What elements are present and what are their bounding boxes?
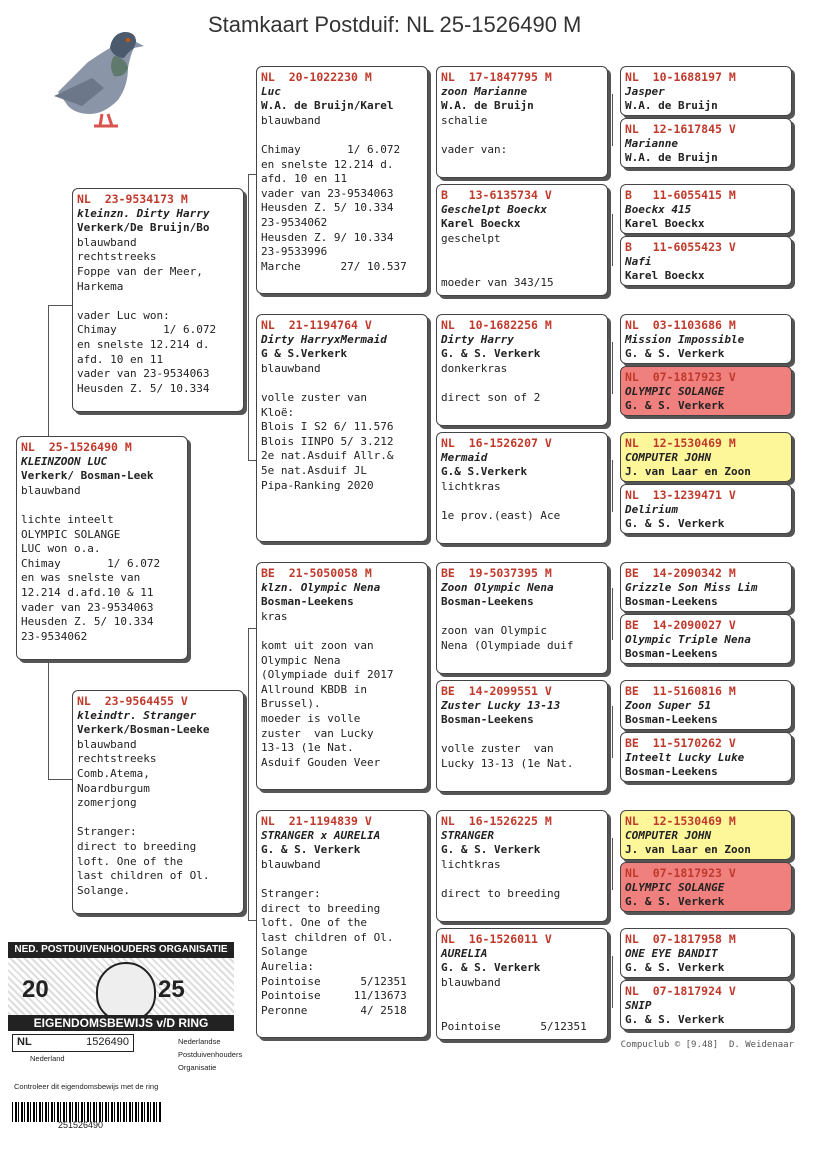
pigeon-card-mmm bbox=[436, 928, 608, 1040]
info-line: direct to breeding bbox=[261, 901, 381, 915]
info-line bbox=[441, 246, 603, 261]
info-line: Kloë: bbox=[261, 405, 295, 419]
pigeon-name: Mission Impossible bbox=[625, 332, 745, 346]
ring-number: NL 13-1239471 V bbox=[625, 488, 736, 502]
pigeon-name: Dirty Harry bbox=[441, 332, 514, 346]
info-line: 5e nat.Asduif JL bbox=[261, 463, 367, 477]
info-line: last children of Ol. bbox=[261, 930, 394, 944]
owner-name: Verkerk/De Bruijn/Bo bbox=[77, 221, 210, 235]
ring-number: NL 16-1526225 M bbox=[441, 814, 552, 828]
connector bbox=[248, 920, 256, 921]
ring-number: BE 14-2090027 V bbox=[625, 618, 736, 632]
info-line: direct son of 2 bbox=[441, 390, 541, 404]
card-ringnr: 1526490 bbox=[86, 1036, 129, 1048]
owner-name: G. & S. Verkerk bbox=[625, 347, 725, 361]
info-line: vader van 23-9534063 bbox=[21, 600, 154, 614]
owner-name: G. & S. Verkerk bbox=[625, 895, 725, 909]
ring-number: NL 12-1530469 M bbox=[625, 814, 736, 828]
pigeon-name: Grizzle Son Miss Lim bbox=[625, 580, 758, 594]
pigeon-card-g16 bbox=[620, 980, 792, 1030]
info-line: Chimay 1/ 6.072 bbox=[77, 323, 217, 337]
ring-number: NL 16-1526011 V bbox=[441, 932, 552, 946]
owner-name: J. van Laar en Zoon bbox=[625, 843, 751, 857]
ring-number: NL 07-1817923 V bbox=[625, 866, 736, 880]
info-line: loft. One of the bbox=[77, 854, 183, 868]
card-n: Nederlandse bbox=[178, 1037, 221, 1046]
info-line: en snelste 12.214 d. bbox=[261, 157, 394, 171]
ring-number: NL 12-1617845 V bbox=[625, 122, 736, 136]
info-line: zoon van Olympic bbox=[441, 624, 547, 638]
owner-name: G. & S. Verkerk bbox=[441, 347, 541, 361]
connector bbox=[48, 661, 49, 779]
connector bbox=[612, 214, 613, 266]
owner-name: G. & S. Verkerk bbox=[261, 843, 361, 857]
info-line: 13-13 (1e Nat. bbox=[261, 741, 354, 755]
pigeon-card-father bbox=[72, 188, 244, 412]
connector bbox=[429, 862, 430, 980]
owner-name: G.& S.Verkerk bbox=[441, 465, 528, 479]
owner-name: J. van Laar en Zoon bbox=[625, 465, 751, 479]
ring-number: NL 12-1530469 M bbox=[625, 436, 736, 450]
owner-name: Bosman-Leekens bbox=[625, 595, 718, 609]
pigeon-name: Luc bbox=[261, 84, 281, 98]
info-line: Pointoise 11/13673 bbox=[261, 989, 407, 1003]
ring-number: BE 21-5050058 M bbox=[261, 566, 372, 580]
pigeon-card-g4 bbox=[620, 236, 792, 286]
pigeon-name: Dirty HarryxMermaid bbox=[261, 332, 387, 346]
pigeon-name: COMPUTER JOHN bbox=[625, 828, 712, 842]
info-line: 23-9534062 bbox=[261, 215, 328, 229]
connector bbox=[612, 956, 613, 1008]
pigeon-card-fff bbox=[436, 66, 608, 178]
info-line bbox=[441, 872, 603, 887]
ring-number: NL 23-9564455 V bbox=[77, 694, 188, 708]
info-line: Solange. bbox=[77, 883, 130, 897]
info-line: zuster van Lucky bbox=[261, 726, 374, 740]
info-line: vader Luc won: bbox=[77, 308, 170, 322]
pigeon-card-g3 bbox=[620, 184, 792, 234]
info-line: Heusden Z. 9/ 10.334 bbox=[261, 230, 394, 244]
info-line: en snelste 12.214 d. bbox=[77, 337, 210, 351]
owner-name: Bosman-Leekens bbox=[441, 595, 534, 609]
info-line: 23-9533996 bbox=[261, 245, 328, 259]
page-title: Stamkaart Postduif: NL 25-1526490 M bbox=[208, 12, 582, 37]
info-line: (Olympiade duif 2017 bbox=[261, 668, 394, 682]
pigeon-name: COMPUTER JOHN bbox=[625, 450, 712, 464]
info-line: blauwband bbox=[21, 483, 81, 497]
pigeon-name: Zoon Olympic Nena bbox=[441, 580, 554, 594]
pigeon-card-mother bbox=[72, 690, 244, 914]
ring-number: NL 07-1817923 V bbox=[625, 370, 736, 384]
info-line: blauwband bbox=[441, 975, 501, 989]
owner-name: Karel Boeckx bbox=[625, 269, 705, 283]
owner-name: Karel Boeckx bbox=[625, 217, 705, 231]
ring-number: BE 14-2099551 V bbox=[441, 684, 552, 698]
connector bbox=[248, 628, 249, 920]
pigeon-name: OLYMPIC SOLANGE bbox=[625, 384, 725, 398]
info-line: blauwband bbox=[77, 235, 137, 249]
pigeon-name: STRANGER x AURELIA bbox=[261, 828, 381, 842]
pigeon-name: Jasper bbox=[625, 84, 665, 98]
info-line: lichtkras bbox=[441, 479, 501, 493]
pigeon-card-fmf bbox=[436, 314, 608, 426]
owner-name: Bosman-Leekens bbox=[441, 713, 534, 727]
owner-name: Verkerk/ Bosman-Leek bbox=[21, 469, 154, 483]
pigeon-name: OLYMPIC SOLANGE bbox=[625, 880, 725, 894]
info-line: rechtstreeks bbox=[77, 752, 157, 766]
pigeon-card-g1 bbox=[620, 66, 792, 116]
info-line: Peronne 4/ 2518 bbox=[261, 1003, 407, 1017]
pigeon-card-g10 bbox=[620, 614, 792, 664]
info-line: vader van 23-9534063 bbox=[77, 367, 210, 381]
pigeon-name: kleinzn. Dirty Harry bbox=[77, 206, 210, 220]
info-line: Heusden Z. 5/ 10.334 bbox=[21, 615, 154, 629]
pigeon-card-g12 bbox=[620, 732, 792, 782]
info-line bbox=[77, 811, 239, 826]
connector bbox=[612, 588, 613, 640]
info-line: volle zuster van bbox=[441, 742, 554, 756]
ring-number: NL 10-1682256 M bbox=[441, 318, 552, 332]
barcode bbox=[12, 1102, 162, 1122]
owner-name: Bosman-Leekens bbox=[625, 713, 718, 727]
info-line: direct to breeding bbox=[441, 886, 561, 900]
pigeon-card-g7 bbox=[620, 432, 792, 482]
info-line: Nena (Olympiade duif bbox=[441, 638, 574, 652]
info-line: blauwband bbox=[261, 113, 321, 127]
connector bbox=[429, 368, 430, 486]
barcode-number: 251526490 bbox=[58, 1120, 104, 1130]
info-line: Lucky 13-13 (1e Nat. bbox=[441, 756, 574, 770]
connector bbox=[48, 305, 72, 306]
pigeon-card-mm bbox=[256, 810, 428, 1038]
info-line: Stranger: bbox=[261, 886, 321, 900]
info-line: lichtkras bbox=[441, 857, 501, 871]
pigeon-icon bbox=[48, 22, 148, 134]
info-line: Harkema bbox=[77, 279, 124, 293]
pigeon-name: Zuster Lucky 13-13 bbox=[441, 698, 561, 712]
info-line: Aurelia: bbox=[261, 959, 314, 973]
pigeon-card-mff bbox=[436, 562, 608, 674]
info-line: Brussel). bbox=[261, 697, 321, 711]
info-line: Chimay 1/ 6.072 bbox=[261, 142, 401, 156]
info-line: loft. One of the bbox=[261, 916, 367, 930]
connector bbox=[248, 628, 256, 629]
connector bbox=[48, 305, 49, 437]
connector bbox=[612, 342, 613, 394]
pigeon-card-subject bbox=[16, 436, 188, 660]
pigeon-name: Inteelt Lucky Luke bbox=[625, 750, 745, 764]
connector bbox=[248, 460, 256, 461]
crest-icon bbox=[96, 962, 156, 1022]
ring-number: NL 23-9534173 M bbox=[77, 192, 188, 206]
footer-credit: Compuclub © [9.48] D. Weidenaar bbox=[620, 1040, 794, 1050]
connector bbox=[612, 460, 613, 512]
info-line bbox=[441, 990, 603, 1005]
ring-number: NL 25-1526490 M bbox=[21, 440, 132, 454]
pigeon-card-g2 bbox=[620, 118, 792, 168]
connector bbox=[248, 174, 256, 175]
ownership-card bbox=[8, 942, 243, 1132]
info-line: Stranger: bbox=[77, 825, 137, 839]
owner-name: G. & S. Verkerk bbox=[625, 517, 725, 531]
connector bbox=[429, 615, 430, 733]
info-line bbox=[261, 624, 423, 639]
owner-name: W.A. de Bruijn bbox=[441, 99, 534, 113]
connector bbox=[612, 706, 613, 758]
ring-number: B 13-6135734 V bbox=[441, 188, 552, 202]
info-line: Allround KBDB in bbox=[261, 682, 367, 696]
owner-name: Bosman-Leekens bbox=[261, 595, 354, 609]
ring-number: NL 20-1022230 M bbox=[261, 70, 372, 84]
pigeon-card-g13 bbox=[620, 810, 792, 860]
info-line: vader van 23-9534063 bbox=[261, 186, 394, 200]
info-line: Foppe van der Meer, bbox=[77, 264, 203, 278]
ring-number: BE 11-5160816 M bbox=[625, 684, 736, 698]
pigeon-name: Boeckx 415 bbox=[625, 202, 692, 216]
owner-name: G. & S. Verkerk bbox=[441, 843, 541, 857]
info-line: last children of Ol. bbox=[77, 869, 210, 883]
ring-number: NL 03-1103686 M bbox=[625, 318, 736, 332]
info-line: blauwband bbox=[261, 857, 321, 871]
owner-name: G. & S. Verkerk bbox=[441, 961, 541, 975]
pigeon-name: AURELIA bbox=[441, 946, 488, 960]
info-line: afd. 10 en 11 bbox=[261, 172, 348, 186]
pigeon-card-fmm bbox=[436, 432, 608, 544]
pigeon-name: STRANGER bbox=[441, 828, 494, 842]
info-line: Heusden Z. 5/ 10.334 bbox=[77, 381, 210, 395]
info-line: volle zuster van bbox=[261, 390, 367, 404]
info-line: Marche 27/ 10.537 bbox=[261, 259, 407, 273]
pigeon-name: SNIP bbox=[625, 998, 652, 1012]
card-year-right: 25 bbox=[158, 976, 185, 1003]
ring-number: BE 14-2090342 M bbox=[625, 566, 736, 580]
ring-number: NL 07-1817924 V bbox=[625, 984, 736, 998]
info-line: Comb.Atema, bbox=[77, 766, 150, 780]
info-line bbox=[261, 872, 423, 887]
info-line bbox=[77, 294, 239, 309]
pigeon-card-g6 bbox=[620, 366, 792, 416]
info-line: schalie bbox=[441, 113, 488, 127]
info-line bbox=[441, 261, 603, 276]
ring-number: BE 11-5170262 V bbox=[625, 736, 736, 750]
owner-name: G. & S. Verkerk bbox=[625, 1013, 725, 1027]
info-line bbox=[441, 494, 603, 509]
info-line: Chimay 1/ 6.072 bbox=[21, 556, 161, 570]
card-year-left: 20 bbox=[22, 976, 49, 1003]
pigeon-name: KLEINZOON LUC bbox=[21, 454, 108, 468]
info-line: moeder van 343/15 bbox=[441, 275, 554, 289]
owner-name: Bosman-Leekens bbox=[625, 765, 718, 779]
ring-number: B 11-6055423 V bbox=[625, 240, 736, 254]
connector bbox=[429, 120, 430, 238]
info-line: afd. 10 en 11 bbox=[77, 352, 164, 366]
pigeon-card-mmf bbox=[436, 810, 608, 922]
info-line: en was snelste van bbox=[21, 571, 141, 585]
info-line: Pipa-Ranking 2020 bbox=[261, 478, 374, 492]
info-line: komt uit zoon van bbox=[261, 638, 374, 652]
pigeon-name: Mermaid bbox=[441, 450, 488, 464]
owner-name: W.A. de Bruijn/Karel bbox=[261, 99, 394, 113]
card-o: Organisatie bbox=[178, 1063, 217, 1072]
info-line: OLYMPIC SOLANGE bbox=[21, 527, 121, 541]
card-ring-box bbox=[12, 1034, 134, 1052]
info-line: blauwband bbox=[77, 737, 137, 751]
info-line: LUC won o.a. bbox=[21, 542, 101, 556]
info-line: 1e prov.(east) Ace bbox=[441, 508, 561, 522]
connector bbox=[48, 779, 72, 780]
info-line: Noardburgum bbox=[77, 781, 150, 795]
info-line bbox=[441, 128, 603, 143]
owner-name: G & S.Verkerk bbox=[261, 347, 348, 361]
owner-name: Verkerk/Bosman-Leeke bbox=[77, 723, 210, 737]
owner-name: G. & S. Verkerk bbox=[625, 961, 725, 975]
pigeon-card-g9 bbox=[620, 562, 792, 612]
pigeon-card-fm bbox=[256, 314, 428, 542]
card-title: EIGENDOMSBEWIJS v/D RING bbox=[8, 1015, 234, 1031]
info-line: Blois I S2 6/ 11.576 bbox=[261, 420, 394, 434]
ring-number: NL 10-1688197 M bbox=[625, 70, 736, 84]
connector bbox=[612, 94, 613, 146]
owner-name: W.A. de Bruijn bbox=[625, 99, 718, 113]
pigeon-name: kleindtr. Stranger bbox=[77, 708, 197, 722]
info-line: vader van: bbox=[441, 142, 508, 156]
info-line: 2e nat.Asduif Allr.& bbox=[261, 449, 394, 463]
info-line: Solange bbox=[261, 945, 308, 959]
info-line bbox=[441, 1005, 603, 1020]
pigeon-card-g15 bbox=[620, 928, 792, 978]
info-line bbox=[21, 498, 183, 513]
pigeon-card-ff bbox=[256, 66, 428, 294]
info-line: kras bbox=[261, 609, 288, 623]
pigeon-name: Geschelpt Boeckx bbox=[441, 202, 547, 216]
info-line: Heusden Z. 5/ 10.334 bbox=[261, 201, 394, 215]
pigeon-card-g14 bbox=[620, 862, 792, 912]
card-country: NL bbox=[17, 1036, 32, 1048]
info-line: Pointoise 5/12351 bbox=[261, 974, 407, 988]
info-line: Olympic Nena bbox=[261, 653, 341, 667]
info-line: Asduif Gouden Veer bbox=[261, 755, 381, 769]
pigeon-name: klzn. Olympic Nena bbox=[261, 580, 381, 594]
connector bbox=[612, 838, 613, 890]
pigeon-name: Zoon Super 51 bbox=[625, 698, 712, 712]
info-line: blauwband bbox=[261, 361, 321, 375]
info-line: Pointoise 5/12351 bbox=[441, 1019, 587, 1033]
info-line bbox=[441, 376, 603, 391]
pigeon-name: Delirium bbox=[625, 502, 678, 516]
info-line: rechtstreeks bbox=[77, 250, 157, 264]
owner-name: W.A. de Bruijn bbox=[625, 151, 718, 165]
card-check-text: Controleer dit eigendomsbewijs met de ring bbox=[14, 1082, 159, 1091]
card-p: Postduivenhouders bbox=[178, 1050, 243, 1059]
card-nederland: Nederland bbox=[30, 1054, 65, 1063]
info-line: moeder is volle bbox=[261, 711, 361, 725]
owner-name: Bosman-Leekens bbox=[625, 647, 718, 661]
ring-number: NL 21-1194839 V bbox=[261, 814, 372, 828]
info-line bbox=[261, 376, 423, 391]
pigeon-card-mfm bbox=[436, 680, 608, 792]
ring-number: BE 19-5037395 M bbox=[441, 566, 552, 580]
info-line bbox=[261, 128, 423, 143]
info-line bbox=[441, 610, 603, 625]
pigeon-name: ONE EYE BANDIT bbox=[625, 946, 718, 960]
info-line: direct to breeding bbox=[77, 839, 197, 853]
owner-name: Karel Boeckx bbox=[441, 217, 521, 231]
ring-number: NL 07-1817958 M bbox=[625, 932, 736, 946]
pigeon-card-mf bbox=[256, 562, 428, 790]
info-line: 12.214 d.afd.10 & 11 bbox=[21, 585, 154, 599]
ring-number: NL 17-1847795 M bbox=[441, 70, 552, 84]
pigeon-name: Nafi bbox=[625, 254, 652, 268]
connector bbox=[248, 174, 249, 460]
pigeon-card-g5 bbox=[620, 314, 792, 364]
info-line: geschelpt bbox=[441, 231, 501, 245]
info-line: Blois IINPO 5/ 3.212 bbox=[261, 434, 394, 448]
pigeon-name: Marianne bbox=[625, 136, 678, 150]
info-line: lichte inteelt bbox=[21, 512, 114, 526]
pigeon-card-g11 bbox=[620, 680, 792, 730]
owner-name: G. & S. Verkerk bbox=[625, 399, 725, 413]
card-org: NED. POSTDUIVENHOUDERS ORGANISATIE bbox=[8, 942, 234, 958]
ring-number: NL 16-1526207 V bbox=[441, 436, 552, 450]
info-line: 23-9534062 bbox=[21, 629, 88, 643]
pigeon-name: Olympic Triple Nena bbox=[625, 632, 751, 646]
pigeon-name: zoon Marianne bbox=[441, 84, 528, 98]
info-line bbox=[441, 728, 603, 743]
pigeon-card-g8 bbox=[620, 484, 792, 534]
info-line: donkerkras bbox=[441, 361, 508, 375]
info-line: zomerjong bbox=[77, 796, 137, 810]
ring-number: NL 21-1194764 V bbox=[261, 318, 372, 332]
pigeon-card-ffm bbox=[436, 184, 608, 296]
ring-number: B 11-6055415 M bbox=[625, 188, 736, 202]
